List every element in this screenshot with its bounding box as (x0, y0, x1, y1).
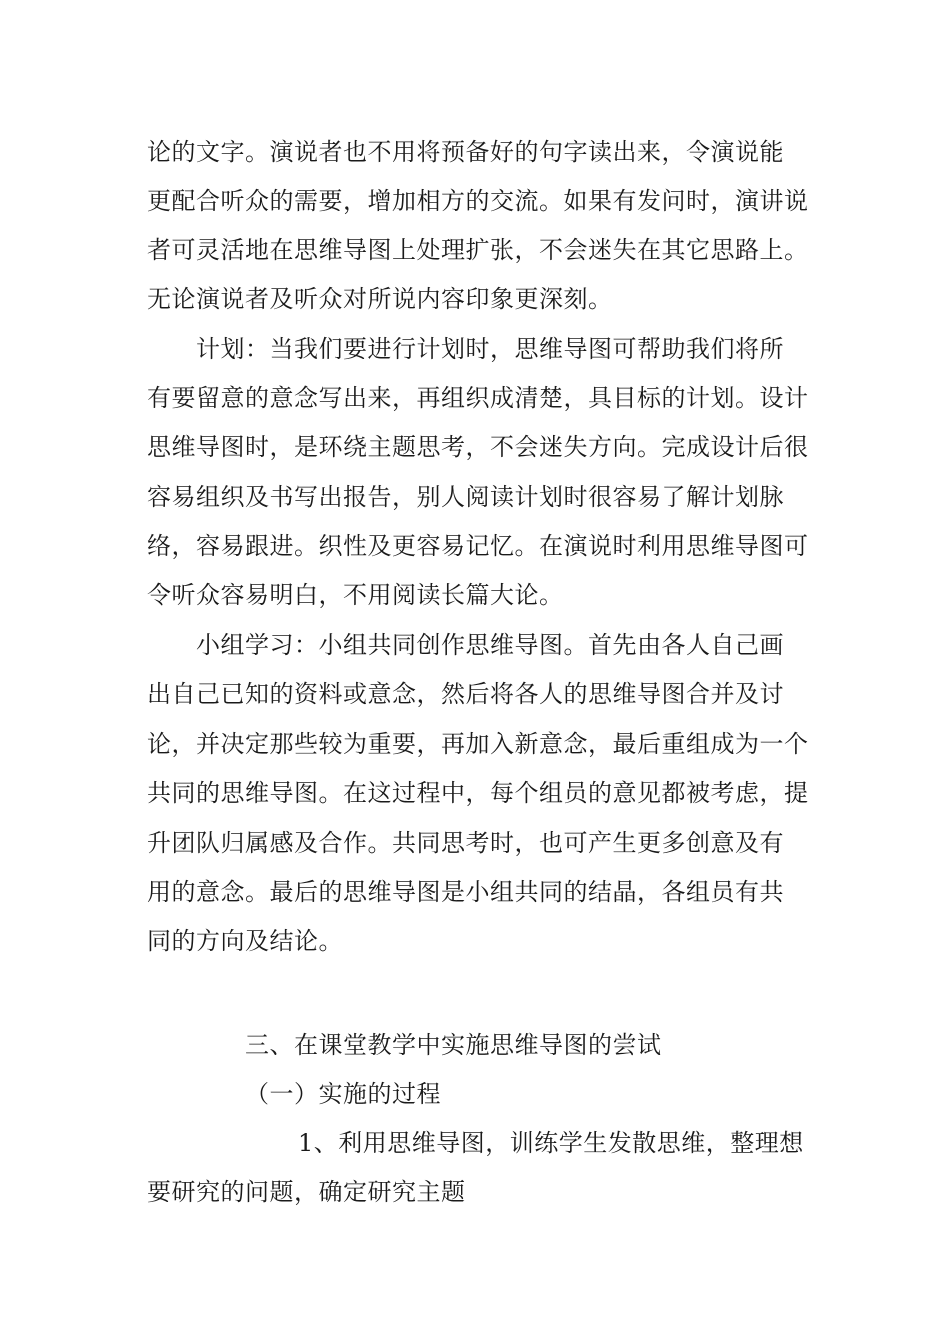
paragraph-1-line-3: 者可灵活地在思维导图上处理扩张，不会迷失在其它思路上。 (147, 236, 809, 264)
paragraph-3-line-4: 共同的思维导图。在这过程中，每个组员的意见都被考虑，提 (147, 779, 809, 807)
paragraph-2-line-5: 络，容易跟进。织性及更容易记忆。在演说时利用思维导图可 (147, 532, 809, 560)
item-1-line-1: 1、利用思维导图，训练学生发散思维，整理想 (298, 1129, 804, 1157)
paragraph-2-line-2: 有要留意的意念写出来，再组织成清楚，具目标的计划。设计 (147, 384, 809, 412)
paragraph-2-line-6: 令听众容易明白，不用阅读长篇大论。 (147, 581, 564, 609)
paragraph-3-line-1: 小组学习：小组共同创作思维导图。首先由各人自己画 (196, 631, 784, 659)
paragraph-3-line-7: 同的方向及结论。 (147, 927, 343, 955)
paragraph-2-line-3: 思维导图时，是环绕主题思考，不会迷失方向。完成设计后很 (147, 433, 809, 461)
paragraph-3-line-3: 论，并决定那些较为重要，再加入新意念，最后重组成为一个 (147, 730, 809, 758)
subsection-heading: （一）实施的过程 (245, 1080, 441, 1108)
item-1-line-2: 要研究的问题，确定研究主题 (147, 1178, 466, 1206)
paragraph-3-line-5: 升团队归属感及合作。共同思考时，也可产生更多创意及有 (147, 829, 784, 857)
paragraph-1-line-1: 论的文字。演说者也不用将预备好的句字读出来，令演说能 (147, 138, 784, 166)
paragraph-1-line-2: 更配合听众的需要，增加相方的交流。如果有发问时，演讲说 (147, 187, 809, 215)
paragraph-3-line-6: 用的意念。最后的思维导图是小组共同的结晶，各组员有共 (147, 878, 784, 906)
paragraph-2-line-4: 容易组织及书写出报告，别人阅读计划时很容易了解计划脉 (147, 483, 784, 511)
paragraph-1-line-4: 无论演说者及听众对所说内容印象更深刻。 (147, 285, 613, 313)
section-heading: 三、在课堂教学中实施思维导图的尝试 (245, 1031, 662, 1059)
paragraph-3-line-2: 出自己已知的资料或意念，然后将各人的思维导图合并及讨 (147, 680, 784, 708)
paragraph-2-line-1: 计划：当我们要进行计划时，思维导图可帮助我们将所 (196, 335, 784, 363)
